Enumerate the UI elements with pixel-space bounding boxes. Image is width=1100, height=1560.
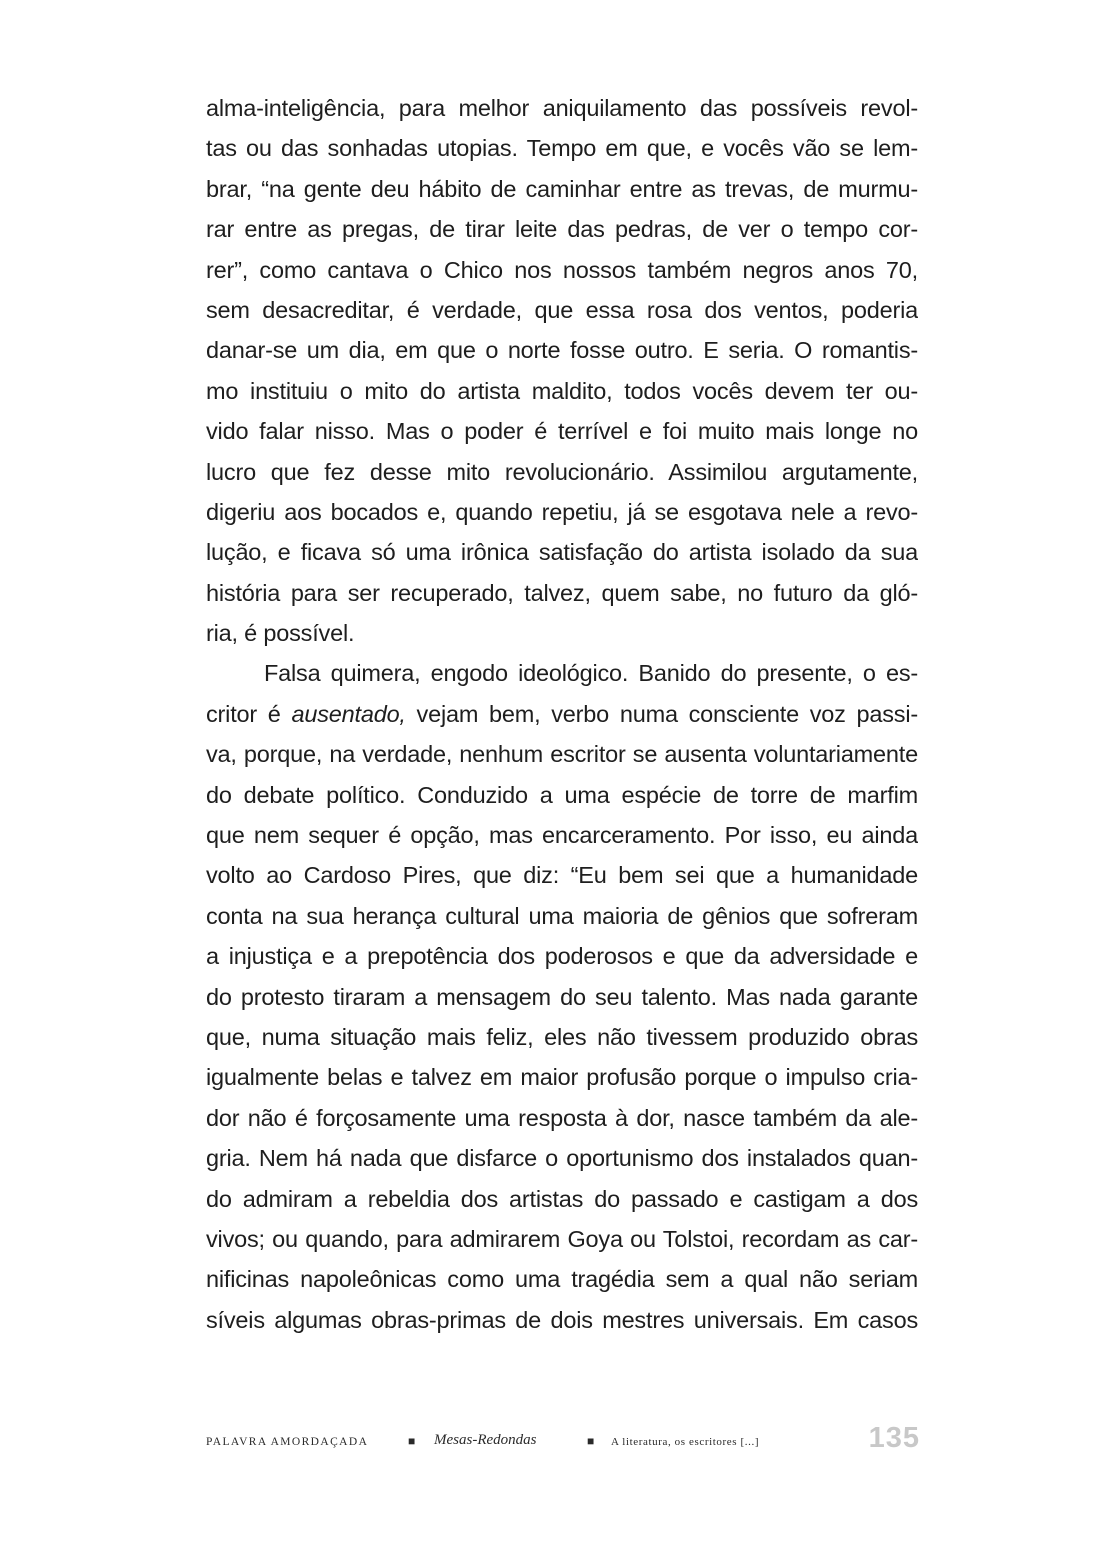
- text-line: danar-se um dia, em que o norte fosse outro. E seria. O romantis-: [206, 337, 918, 364]
- paragraph-end-line: ria, é possível.: [206, 620, 355, 647]
- footer-book-title: PALAVRA AMORDAÇADA: [206, 1436, 369, 1448]
- text-line: do debate político. Conduzido a uma espécie de torre de marfim: [206, 781, 918, 808]
- text-line: que nem sequer é opção, mas encarceramento. Por isso, eu ainda: [206, 822, 918, 849]
- text-line: vivos; ou quando, para admirarem Goya ou Tolstoi, recordam as car-: [206, 1225, 918, 1252]
- text-line: tas ou das sonhadas utopias. Tempo em que, e vocês vão se lem-: [206, 135, 918, 162]
- text-line: mo instituiu o mito do artista maldito, todos vocês devem ter ou-: [206, 377, 918, 404]
- text-line: dor não é forçosamente uma resposta à dor, nasce também da ale-: [206, 1104, 918, 1131]
- text-line: rer”, como cantava o Chico nos nossos também negros anos 70,: [206, 256, 918, 283]
- footer-chapter-title: A literatura, os escritores [...]: [611, 1436, 760, 1448]
- text-line: brar, “na gente deu hábito de caminhar entre as trevas, de murmu-: [206, 175, 918, 202]
- text-line: alma-inteligência, para melhor aniquilamento das possíveis revol-: [206, 95, 918, 121]
- text-line: digeriu aos bocados e, quando repetiu, já se esgotava nele a revo-: [206, 498, 918, 525]
- paragraph-start-line: Falsa quimera, engodo ideológico. Banido do presente, o es-: [264, 660, 918, 687]
- footer-section-title: Mesas-Redondas: [434, 1432, 537, 1448]
- footer-separator: ■: [408, 1434, 416, 1448]
- text-line: síveis algumas obras-primas de dois mestres universais. Em casos: [206, 1306, 918, 1333]
- running-footer: [206, 1422, 922, 1462]
- italic-word: ausentado,: [291, 700, 406, 727]
- text-line: lução, e ficava só uma irônica satisfação do artista isolado da sua: [206, 539, 918, 566]
- text-line: conta na sua herança cultural uma maioria de gênios que sofreram: [206, 902, 918, 929]
- text-line-with-italic: [206, 694, 918, 734]
- footer-separator: ■: [587, 1434, 595, 1448]
- text-line: rar entre as pregas, de tirar leite das pedras, de ver o tempo cor-: [206, 216, 918, 243]
- text-line: lucro que fez desse mito revolucionário. Assimilou argutamente,: [206, 458, 918, 485]
- text-line: do admiram a rebeldia dos artistas do passado e castigam a dos: [206, 1185, 918, 1212]
- body-text: [206, 88, 918, 1340]
- text-line: que, numa situação mais feliz, eles não tivessem produzido obras: [206, 1023, 918, 1050]
- text-line: vido falar nisso. Mas o poder é terrível e foi muito mais longe no: [206, 418, 918, 445]
- text-line: história para ser recuperado, talvez, quem sabe, no futuro da gló-: [206, 579, 918, 606]
- text-line: nificinas napoleônicas como uma tragédia sem a qual não seriam: [206, 1266, 918, 1293]
- text-segment: critor é: [206, 700, 292, 727]
- text-segment: vejam bem, verbo numa consciente voz passi-: [405, 700, 918, 727]
- text-line: va, porque, na verdade, nenhum escritor se ausenta voluntariamente: [206, 741, 918, 768]
- text-line: do protesto tiraram a mensagem do seu talento. Mas nada garante: [206, 983, 918, 1010]
- page-number: 135: [868, 1422, 920, 1454]
- text-line: gria. Nem há nada que disfarce o oportunismo dos instalados quan-: [206, 1145, 918, 1172]
- text-line: igualmente belas e talvez em maior profusão porque o impulso cria-: [206, 1064, 918, 1091]
- text-line: volto ao Cardoso Pires, que diz: “Eu bem sei que a humanidade: [206, 862, 918, 889]
- text-line: a injustiça e a prepotência dos poderosos e que da adversidade e: [206, 943, 918, 970]
- text-line: sem desacreditar, é verdade, que essa rosa dos ventos, poderia: [206, 296, 918, 323]
